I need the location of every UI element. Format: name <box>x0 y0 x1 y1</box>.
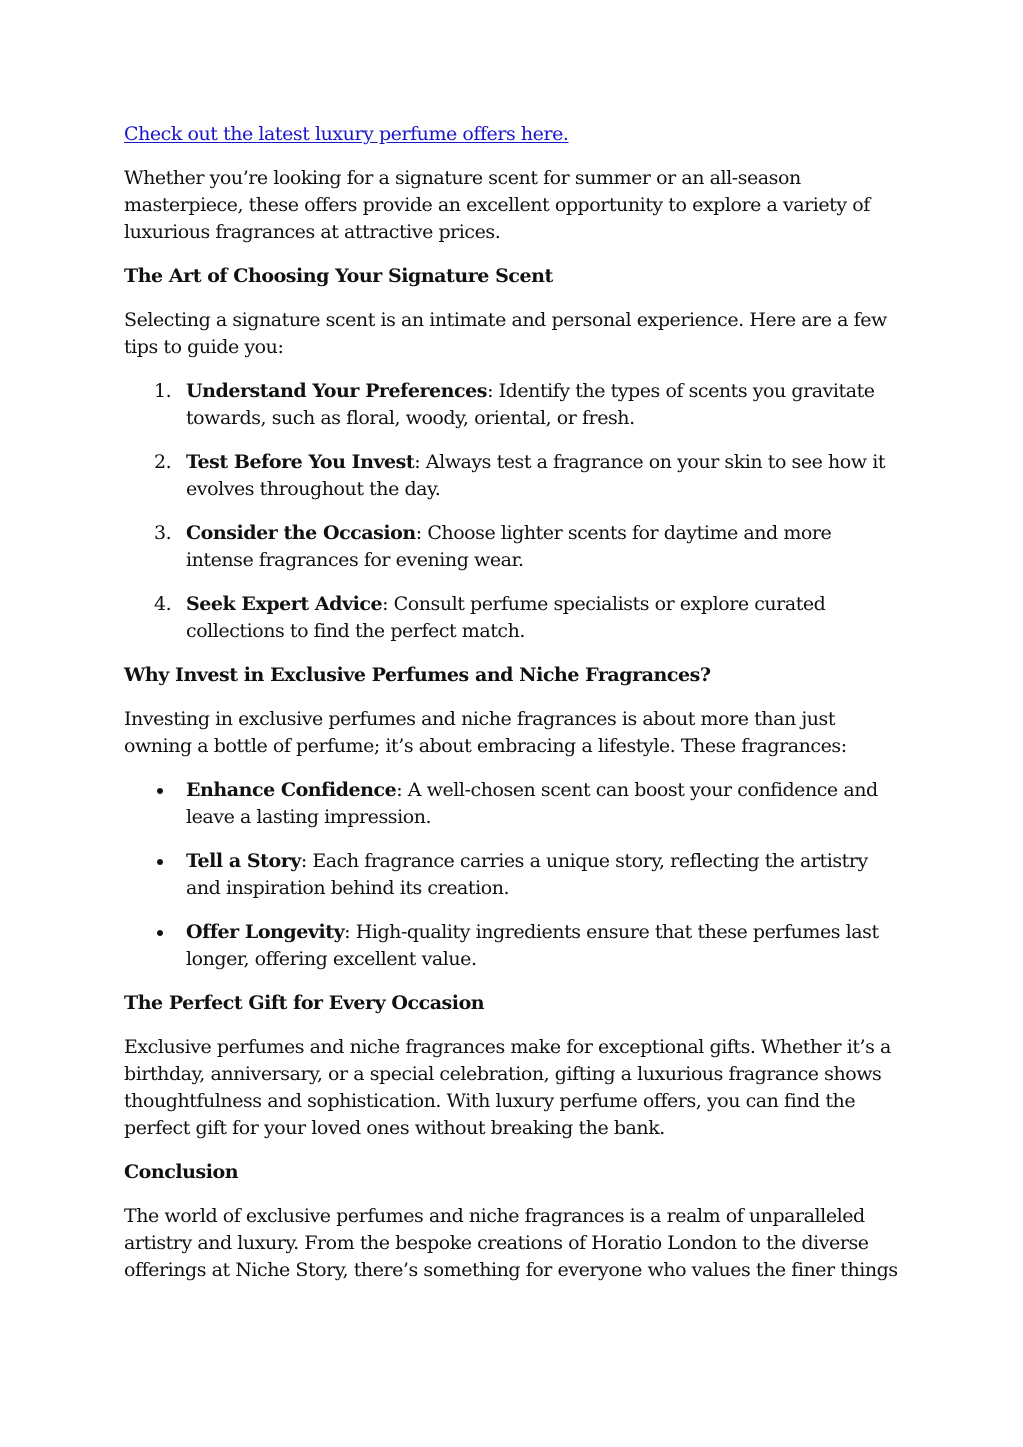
tip-text: : Consult perfume specialists or explore curated collections to find the perfect match. <box>186 593 826 642</box>
list-item <box>186 378 904 432</box>
intro-paragraph: Whether you’re looking for a signature scent for summer or an all-season masterpiece, these offers provide an excellent opportunity to explore a variety of luxurious fragrances at attractive prices. <box>124 167 870 243</box>
benefit-title: Enhance Confidence <box>186 779 397 801</box>
gift-paragraph: Exclusive perfumes and niche fragrances make for exceptional gifts. Whether it’s a birthday, anniversary, or a special celebration, gifting a luxurious fragrance shows thoughtfulness and sophistication. With luxury perfume offers, you can find the perfect gift for your loved ones without breaking the bank. <box>124 1036 891 1139</box>
list-item <box>186 848 904 902</box>
list-item <box>186 777 904 831</box>
tips-list <box>124 378 904 645</box>
tip-title: Seek Expert Advice <box>186 593 383 615</box>
conclusion-heading: Conclusion <box>124 1161 239 1183</box>
benefits-list <box>124 777 904 973</box>
gift-heading: The Perfect Gift for Every Occasion <box>124 992 485 1014</box>
signature-paragraph: Selecting a signature scent is an intimate and personal experience. Here are a few tips to guide you: <box>124 309 887 358</box>
benefit-text: : Each fragrance carries a unique story, reflecting the artistry and inspiration behind its creation. <box>186 850 868 899</box>
signature-heading: The Art of Choosing Your Signature Scent <box>124 265 553 287</box>
tip-text: : Always test a fragrance on your skin to see how it evolves throughout the day. <box>186 451 886 500</box>
offer-link[interactable]: Check out the latest luxury perfume offers here. <box>124 123 569 145</box>
benefit-text: : High-quality ingredients ensure that these perfumes last longer, offering excellent value. <box>186 921 879 970</box>
document-page <box>124 121 904 1301</box>
offer-link-paragraph <box>124 121 904 148</box>
tip-title: Understand Your Preferences <box>186 380 488 402</box>
list-item <box>186 591 904 645</box>
list-item <box>186 520 904 574</box>
benefit-text: : A well-chosen scent can boost your confidence and leave a lasting impression. <box>186 779 878 828</box>
benefit-title: Offer Longevity <box>186 921 345 943</box>
list-item <box>186 449 904 503</box>
benefit-title: Tell a Story <box>186 850 301 872</box>
invest-paragraph: Investing in exclusive perfumes and niche fragrances is about more than just owning a bottle of perfume; it’s about embracing a lifestyle. These fragrances: <box>124 708 847 757</box>
tip-text: : Identify the types of scents you gravitate towards, such as floral, woody, oriental, or fresh. <box>186 380 875 429</box>
invest-heading: Why Invest in Exclusive Perfumes and Niche Fragrances? <box>124 664 711 686</box>
conclusion-paragraph: The world of exclusive perfumes and niche fragrances is a realm of unparalleled artistry and luxury. From the bespoke creations of Horatio London to the diverse offerings at Niche Story, there’s something for everyone who values the finer things <box>124 1205 898 1281</box>
tip-title: Test Before You Invest <box>186 451 415 473</box>
list-item <box>186 919 904 973</box>
tip-title: Consider the Occasion <box>186 522 416 544</box>
tip-text: : Choose lighter scents for daytime and more intense fragrances for evening wear. <box>186 522 832 571</box>
